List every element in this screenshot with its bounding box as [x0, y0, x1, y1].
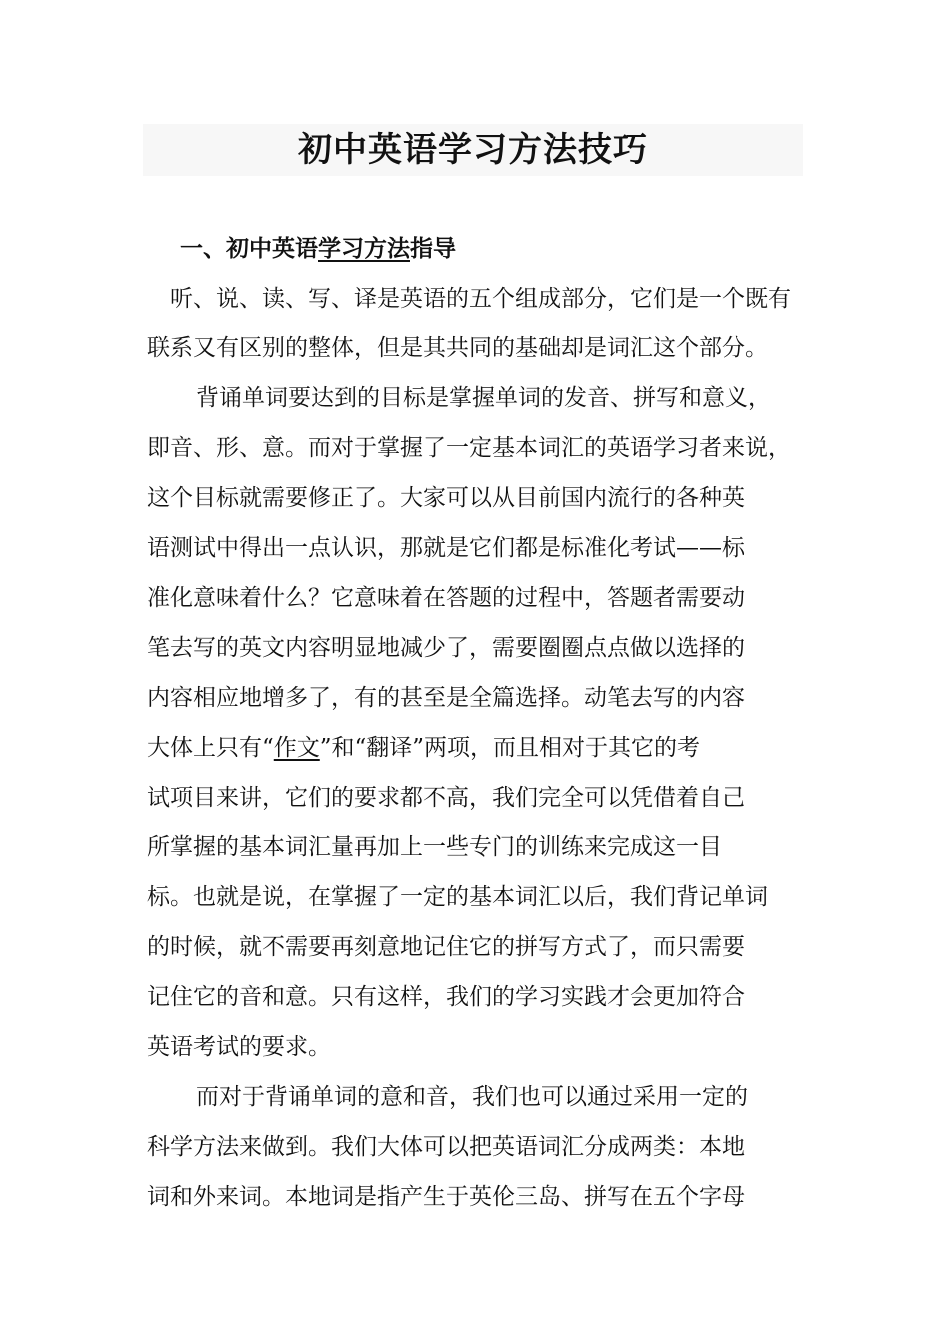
- paragraph-line: 标。也就是说，在掌握了一定的基本词汇以后，我们背记单词: [147, 884, 768, 910]
- paragraph-line: 英语考试的要求。: [147, 1034, 331, 1060]
- paragraph-line: 的时候，就不需要再刻意地记住它的拼写方式了，而只需要: [147, 934, 745, 960]
- paragraph-line: 准化意味着什么？它意味着在答题的过程中，答题者需要动: [147, 585, 745, 611]
- paragraph-line: 语测试中得出一点认识，那就是它们都是标准化考试——标: [147, 535, 745, 561]
- section-heading-suffix: 指导: [410, 235, 456, 262]
- paragraph-line: 而对于背诵单词的意和音，我们也可以通过采用一定的: [196, 1084, 748, 1110]
- paragraph-line: 笔去写的英文内容明显地减少了，需要圈圈点点做以选择的: [147, 635, 745, 661]
- paragraph-line: 科学方法来做到。我们大体可以把英语词汇分成两类：本地: [147, 1134, 745, 1160]
- paragraph-line: 背诵单词要达到的目标是掌握单词的发音、拼写和意义，: [196, 385, 771, 411]
- line-text: ”和“翻译”两项，而且相对于其它的考: [319, 735, 701, 761]
- document-title: 初中英语学习方法技巧: [298, 130, 648, 170]
- paragraph-line: 试项目来讲，它们的要求都不高，我们完全可以凭借着自己: [147, 785, 745, 811]
- paragraph-line: [147, 730, 700, 766]
- line-text: 大体上只有“: [147, 735, 274, 761]
- section-heading-prefix: 一、初中英语: [180, 235, 318, 262]
- paragraph-line: 听、说、读、写、译是英语的五个组成部分，它们是一个既有: [170, 286, 791, 312]
- paragraph-line: 联系又有区别的整体，但是其共同的基础却是词汇这个部分。: [147, 335, 768, 361]
- paragraph-line: 即音、形、意。而对于掌握了一定基本词汇的英语学习者来说，: [147, 435, 791, 461]
- paragraph-line: 记住它的音和意。只有这样，我们的学习实践才会更加符合: [147, 984, 745, 1010]
- paragraph-line: 所掌握的基本词汇量再加上一些专门的训练来完成这一目: [147, 834, 722, 860]
- section-heading: [180, 231, 456, 267]
- paragraph-line: 内容相应地增多了，有的甚至是全篇选择。动笔去写的内容: [147, 685, 745, 711]
- paragraph-line: 这个目标就需要修正了。大家可以从目前国内流行的各种英: [147, 485, 745, 511]
- paragraph-line: 词和外来词。本地词是指产生于英伦三岛、拼写在五个字母: [147, 1184, 745, 1210]
- study-method-link[interactable]: 学习方法: [318, 235, 410, 262]
- composition-link[interactable]: 作文: [273, 735, 320, 761]
